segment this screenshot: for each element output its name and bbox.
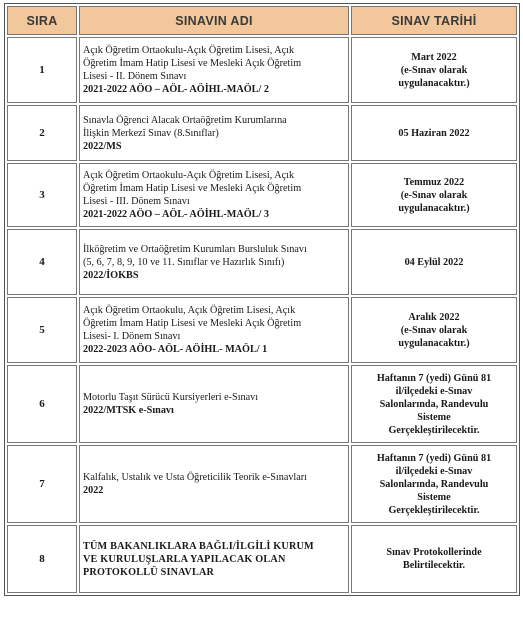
- table-row: [7, 163, 517, 227]
- exam-name-line: Motorlu Taşıt Sürücü Kursiyerleri e-Sınavı: [83, 392, 259, 403]
- exam-date: 05 Haziran 2022: [351, 105, 517, 161]
- exam-name-line: Açık Öğretim Ortaokulu-Açık Öğretim Lisesi, Açık: [83, 45, 295, 56]
- exam-name-line: Lisesi - II. Dönem Sınavı: [83, 71, 187, 82]
- exam-date: Haftanın 7 (yedi) Günü 81 il/ilçedeki e-Sınav Salonlarında, Randevulu Sisteme Gerçekleştirilecektir.: [351, 445, 517, 523]
- exam-schedule-table: [4, 3, 520, 596]
- exam-code: 2022/İOKBS: [83, 269, 139, 281]
- exam-name-cell: [79, 297, 349, 363]
- exam-name-line: (5, 6, 7, 8, 9, 10 ve 11. Sınıflar ve Hazırlık Sınıfı): [83, 256, 285, 268]
- exam-code: 2022-2023 AÖO- AÖL- AÖİHL- MAÖL/ 1: [83, 344, 268, 355]
- exam-name-line: Öğretim İmam Hatip Lisesi ve Mesleki Açık Öğretim: [83, 318, 302, 329]
- exam-date: Mart 2022 (e-Sınav olarak uygulanacaktır.): [351, 37, 517, 103]
- exam-name-cell: [79, 105, 349, 161]
- exam-name-cell: [79, 229, 349, 295]
- exam-code: 2022/MS: [83, 140, 122, 152]
- exam-name-line: İlişkin Merkezî Sınav (8.Sınıflar): [83, 127, 219, 139]
- row-number: 5: [7, 297, 77, 363]
- exam-name-line: Lisesi- I. Dönem Sınavı: [83, 331, 181, 342]
- table-row: [7, 445, 517, 523]
- exam-code: 2021-2022 AÖO – AÖL- AÖİHL-MAÖL/ 2: [83, 84, 269, 95]
- header-exam-date: SINAV TARİHİ: [351, 6, 517, 35]
- exam-name-line: Kalfalık, Ustalık ve Usta Öğreticilik Teorik e-Sınavları: [83, 472, 308, 483]
- exam-name-line: Sınavla Öğrenci Alacak Ortaöğretim Kurumlarına: [83, 114, 287, 126]
- exam-date: Haftanın 7 (yedi) Günü 81 il/ilçedeki e-Sınav Salonlarında, Randevulu Sisteme Gerçekleştirilecektir.: [351, 365, 517, 443]
- exam-name-line: Lisesi - III. Dönem Sınavı: [83, 196, 190, 207]
- exam-name-line: PROTOKOLLÜ SINAVLAR: [83, 566, 215, 578]
- exam-name-line: TÜM BAKANLIKLARA BAĞLI/İLGİLİ KURUM: [83, 540, 314, 552]
- header-sira: SIRA: [7, 6, 77, 35]
- table-row: [7, 297, 517, 363]
- exam-name-line: VE KURULUŞLARLA YAPILACAK OLAN: [83, 553, 286, 565]
- row-number: 7: [7, 445, 77, 523]
- exam-date: 04 Eylül 2022: [351, 229, 517, 295]
- row-number: 2: [7, 105, 77, 161]
- exam-date: Temmuz 2022 (e-Sınav olarak uygulanacaktır.): [351, 163, 517, 227]
- exam-code: 2021-2022 AÖO – AÖL- AÖİHL-MAÖL/ 3: [83, 209, 269, 220]
- exam-code: 2022/MTSK e-Sınavı: [83, 405, 174, 416]
- exam-name-line: Açık Öğretim Ortaokulu, Açık Öğretim Lisesi, Açık: [83, 305, 296, 316]
- exam-schedule: [4, 3, 520, 596]
- exam-name-cell: [79, 37, 349, 103]
- row-number: 6: [7, 365, 77, 443]
- table-row: [7, 525, 517, 593]
- table-row: [7, 365, 517, 443]
- table-row: [7, 105, 517, 161]
- row-number: 1: [7, 37, 77, 103]
- exam-name-cell: [79, 445, 349, 523]
- row-number: 4: [7, 229, 77, 295]
- table-header-row: [7, 6, 517, 35]
- exam-name-line: İlköğretim ve Ortaöğretim Kurumları Bursluluk Sınavı: [83, 243, 307, 255]
- exam-name-line: Açık Öğretim Ortaokulu-Açık Öğretim Lisesi, Açık: [83, 170, 295, 181]
- exam-name-cell: [79, 163, 349, 227]
- row-number: 8: [7, 525, 77, 593]
- table-row: [7, 229, 517, 295]
- exam-name-cell: [79, 365, 349, 443]
- row-number: 3: [7, 163, 77, 227]
- header-exam-name: SINAVIN ADI: [79, 6, 349, 35]
- exam-date: Sınav Protokollerinde Belirtilecektir.: [351, 525, 517, 593]
- exam-code: 2022: [83, 485, 104, 496]
- table-row: [7, 37, 517, 103]
- exam-name-line: Öğretim İmam Hatip Lisesi ve Mesleki Açık Öğretim: [83, 58, 302, 69]
- exam-name-line: Öğretim İmam Hatip Lisesi ve Mesleki Açık Öğretim: [83, 183, 302, 194]
- exam-date: Aralık 2022 (e-Sınav olarak uygulanacaktır.): [351, 297, 517, 363]
- exam-name-cell: [79, 525, 349, 593]
